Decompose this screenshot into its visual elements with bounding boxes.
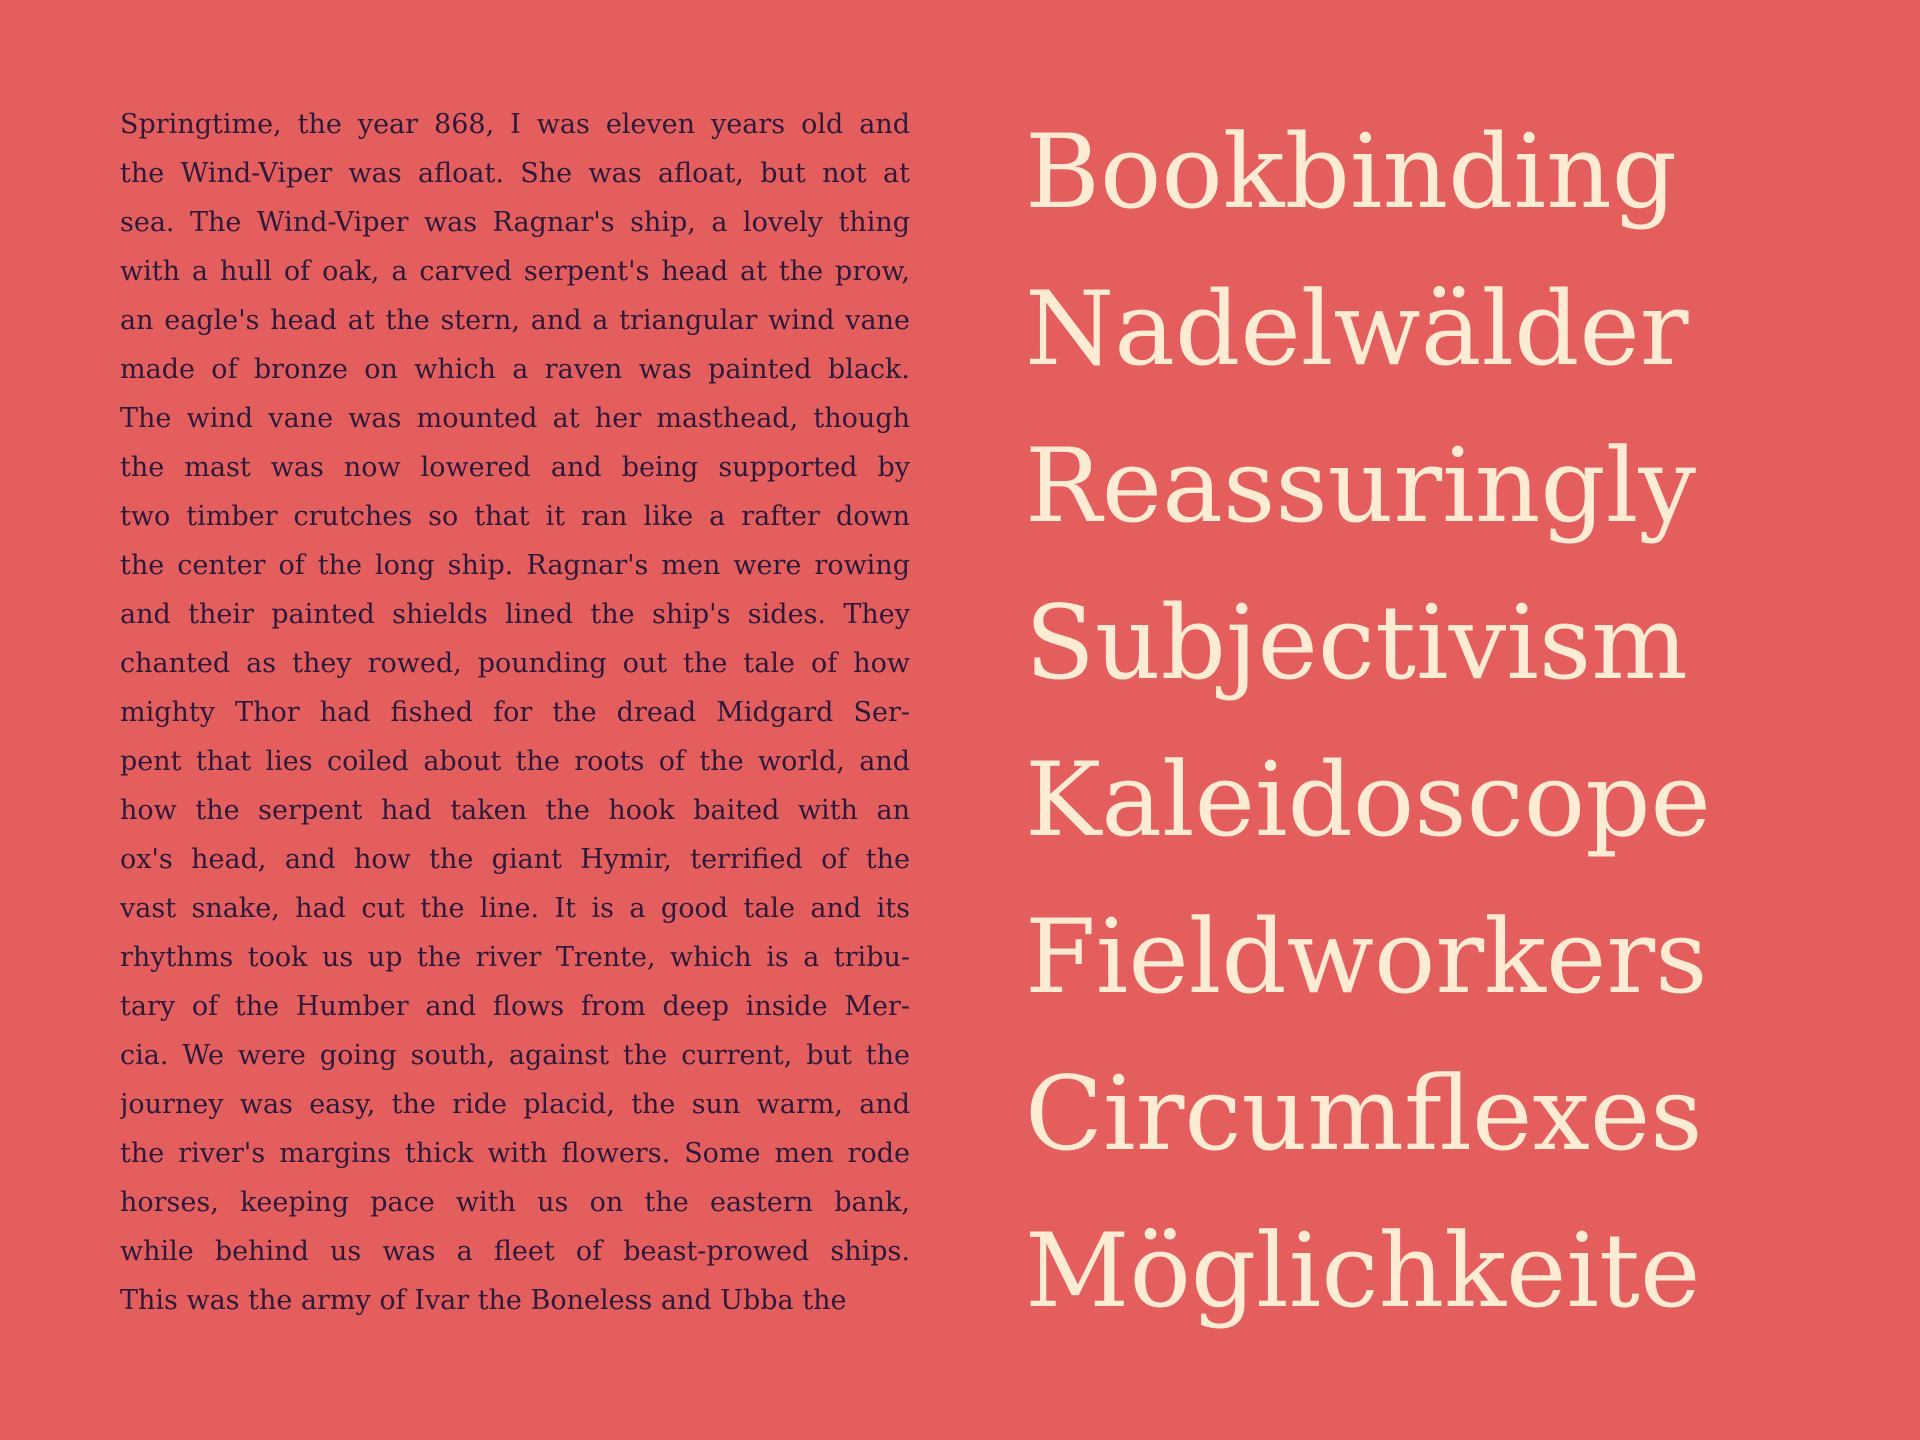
paragraph-line: made of bronze on which a raven was painted black. (120, 354, 910, 385)
paragraph-line: rhythms took us up the river Trente, which is a tribu- (120, 942, 910, 973)
paragraph-line: This was the army of Ivar the Boneless and Ubba the (120, 1285, 847, 1316)
paragraph-line: two timber crutches so that it ran like a rafter down (120, 501, 910, 532)
paragraph-line: vast snake, had cut the line. It is a good tale and its (120, 893, 910, 924)
paragraph-line: Springtime, the year 868, I was eleven years old and (120, 109, 910, 140)
paragraph-line: the Wind-Viper was afloat. She was afloat, but not at (120, 158, 910, 189)
paragraph-line: pent that lies coiled about the roots of the world, and (120, 746, 910, 777)
paragraph-line: an eagle's head at the stern, and a triangular wind vane (120, 305, 910, 336)
display-word: Nadelwälder (1025, 270, 1689, 389)
paragraph-line: tary of the Humber and flows from deep inside Mer- (120, 991, 910, 1022)
display-word: Fieldworkers (1025, 898, 1708, 1017)
display-word: Circumflexes (1025, 1055, 1703, 1174)
display-word: Reassuringly (1025, 427, 1696, 546)
paragraph-line: chanted as they rowed, pounding out the tale of how (120, 648, 910, 679)
paragraph-line: while behind us was a fleet of beast-prowed ships. (120, 1236, 910, 1267)
display-word: Bookbinding (1025, 113, 1678, 232)
paragraph-line: the mast was now lowered and being supported by (120, 452, 910, 483)
paragraph-line: ox's head, and how the giant Hymir, terrified of the (120, 844, 910, 875)
paragraph-line: sea. The Wind-Viper was Ragnar's ship, a lovely thing (120, 207, 910, 238)
display-word: Subjectivism (1025, 584, 1688, 703)
paragraph-line: the river's margins thick with flowers. Some men rode (120, 1138, 910, 1169)
paragraph-line: journey was easy, the ride placid, the sun warm, and (120, 1089, 910, 1120)
display-word-list (1025, 94, 1790, 1350)
paragraph-line: with a hull of oak, a carved serpent's head at the prow, (120, 256, 910, 287)
paragraph-line: cia. We were going south, against the current, but the (120, 1040, 910, 1071)
body-paragraph (120, 100, 910, 1325)
paragraph-line: how the serpent had taken the hook baited with an (120, 795, 910, 826)
display-word: Kaleidoscope (1025, 741, 1711, 860)
display-word: Möglichkeite (1025, 1212, 1701, 1331)
paragraph-line: mighty Thor had fished for the dread Midgard Ser- (120, 697, 910, 728)
paragraph-line: horses, keeping pace with us on the eastern bank, (120, 1187, 910, 1218)
paragraph-line: the center of the long ship. Ragnar's men were rowing (120, 550, 910, 581)
paragraph-line: The wind vane was mounted at her masthead, though (120, 403, 910, 434)
paragraph-line: and their painted shields lined the ship's sides. They (120, 599, 910, 630)
